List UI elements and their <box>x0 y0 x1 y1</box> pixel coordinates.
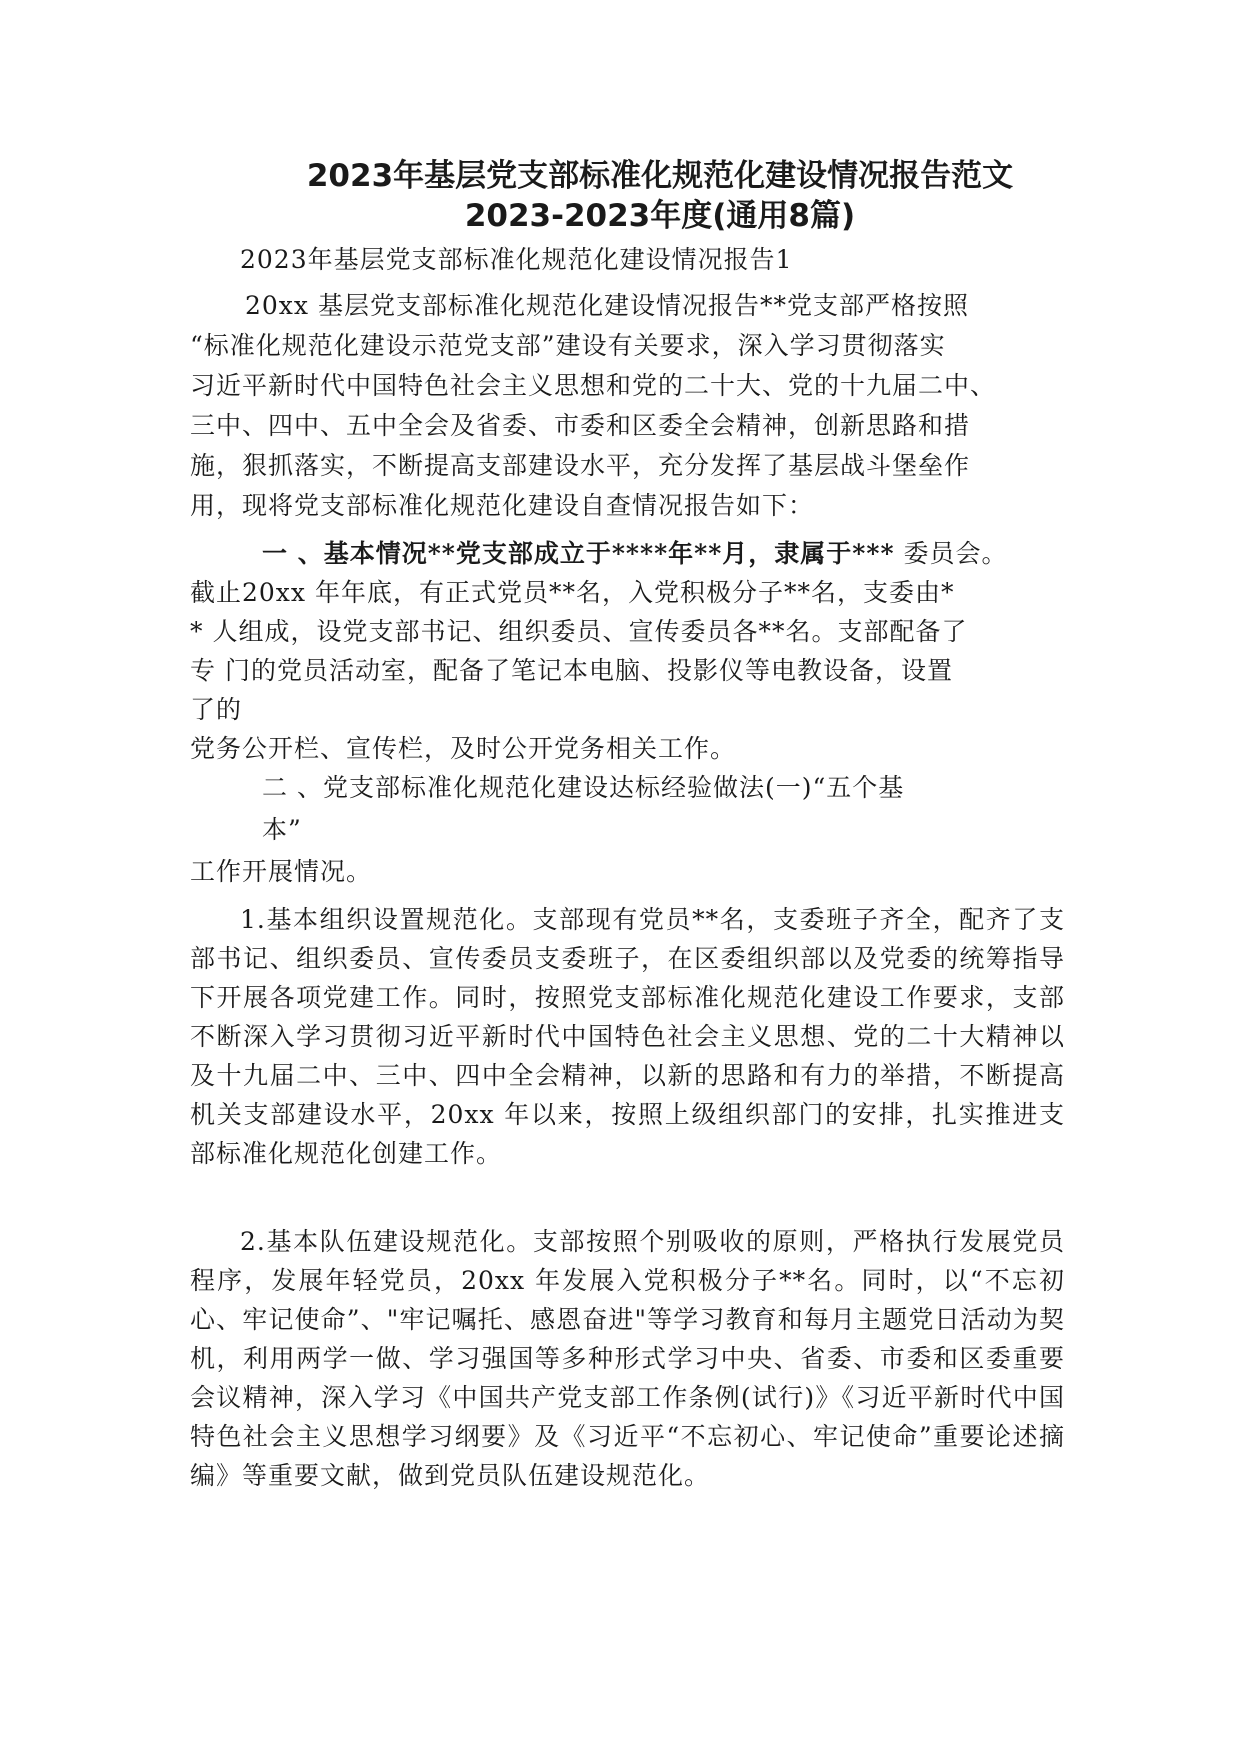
intro-line: 三中、四中、五中全会及省委、市委和区委全会精神，创新思路和措 <box>190 411 971 440</box>
item-basic-team: 2.基本队伍建设规范化。支部按照个别吸收的原则，严格执行发展党员程序，发展年轻党员，20xx 年发展入党积极分子**名。同时，以“不忘初心、牢记使命”、"牢记嘱托、感恩奋进"等学习教育和每月主题党日活动为契机，利用两学一做、学习强国等多种形式学习中央、省委、市委和区委重要会议精神，深入学习《中国共产党支部工作条例(试行)》《习近平新时代中国特色社会主义思想学习纲要》及《习近平“不忘初心、牢记使命”重要论述摘编》等重要文献，做到党员队伍建设规范化。 <box>190 1227 1065 1490</box>
section-basic-info-line: 了的 <box>190 695 243 724</box>
section-experience-heading-cont: 本” <box>262 815 302 844</box>
item-basic-organization: 1.基本组织设置规范化。支部现有党员**名，支委班子齐全，配齐了支部书记、组织委员、宣传委员支委班子，在区委组织部以及党委的统筹指导下开展各项党建工作。同时，按照党支部标准化规范化建设工作要求，支部不断深入学习贯彻习近平新时代中国特色社会主义思想、党的二十大精神以及十九届二中、三中、四中全会精神，以新的思路和有力的举措，不断提高机关支部建设水平，20xx 年以来，按照上级组织部门的安排，扎实推进支部标准化规范化创建工作。 <box>190 905 1065 1168</box>
section-experience-heading: 二 、党支部标准化规范化建设达标经验做法(一)“五个基 <box>262 773 905 802</box>
section-basic-info-line: 专 门的党员活动室，配备了笔记本电脑、投影仪等电教设备，设置 <box>190 656 953 685</box>
report-subtitle: 2023年基层党支部标准化规范化建设情况报告1 <box>240 245 793 274</box>
intro-line: 施，狠抓落实，不断提高支部建设水平，充分发挥了基层战斗堡垒作 <box>190 451 971 480</box>
intro-line: “标准化规范化建设示范党支部”建设有关要求，深入学习贯彻落实 <box>190 331 946 360</box>
document-title-line-2: 2023-2023年度(通用8篇) <box>464 198 856 234</box>
intro-line: 用，现将党支部标准化规范化建设自查情况报告如下： <box>190 491 815 520</box>
document-title-line-1: 2023年基层党支部标准化规范化建设情况报告范文 <box>306 158 1014 194</box>
section-experience-heading-end: 工作开展情况。 <box>190 857 373 886</box>
intro-line: 20xx 基层党支部标准化规范化建设情况报告**党支部严格按照 <box>245 291 969 320</box>
section-basic-info-lead-rest: 委员会。 <box>894 539 1008 568</box>
intro-line: 习近平新时代中国特色社会主义思想和党的二十大、党的十九届二中、 <box>190 371 997 400</box>
section-basic-info-line: 党务公开栏、宣传栏，及时公开党务相关工作。 <box>190 734 737 763</box>
section-basic-info-line: * 人组成，设党支部书记、组织委员、宣传委员各**名。支部配备了 <box>190 617 968 646</box>
section-basic-info-heading <box>262 534 1007 574</box>
section-basic-info-bold-lead: 一 、基本情况**党支部成立于****年**月，隶属于*** <box>262 539 895 568</box>
section-basic-info-line: 截止20xx 年年底，有正式党员**名，入党积极分子**名，支委由* <box>190 578 955 607</box>
